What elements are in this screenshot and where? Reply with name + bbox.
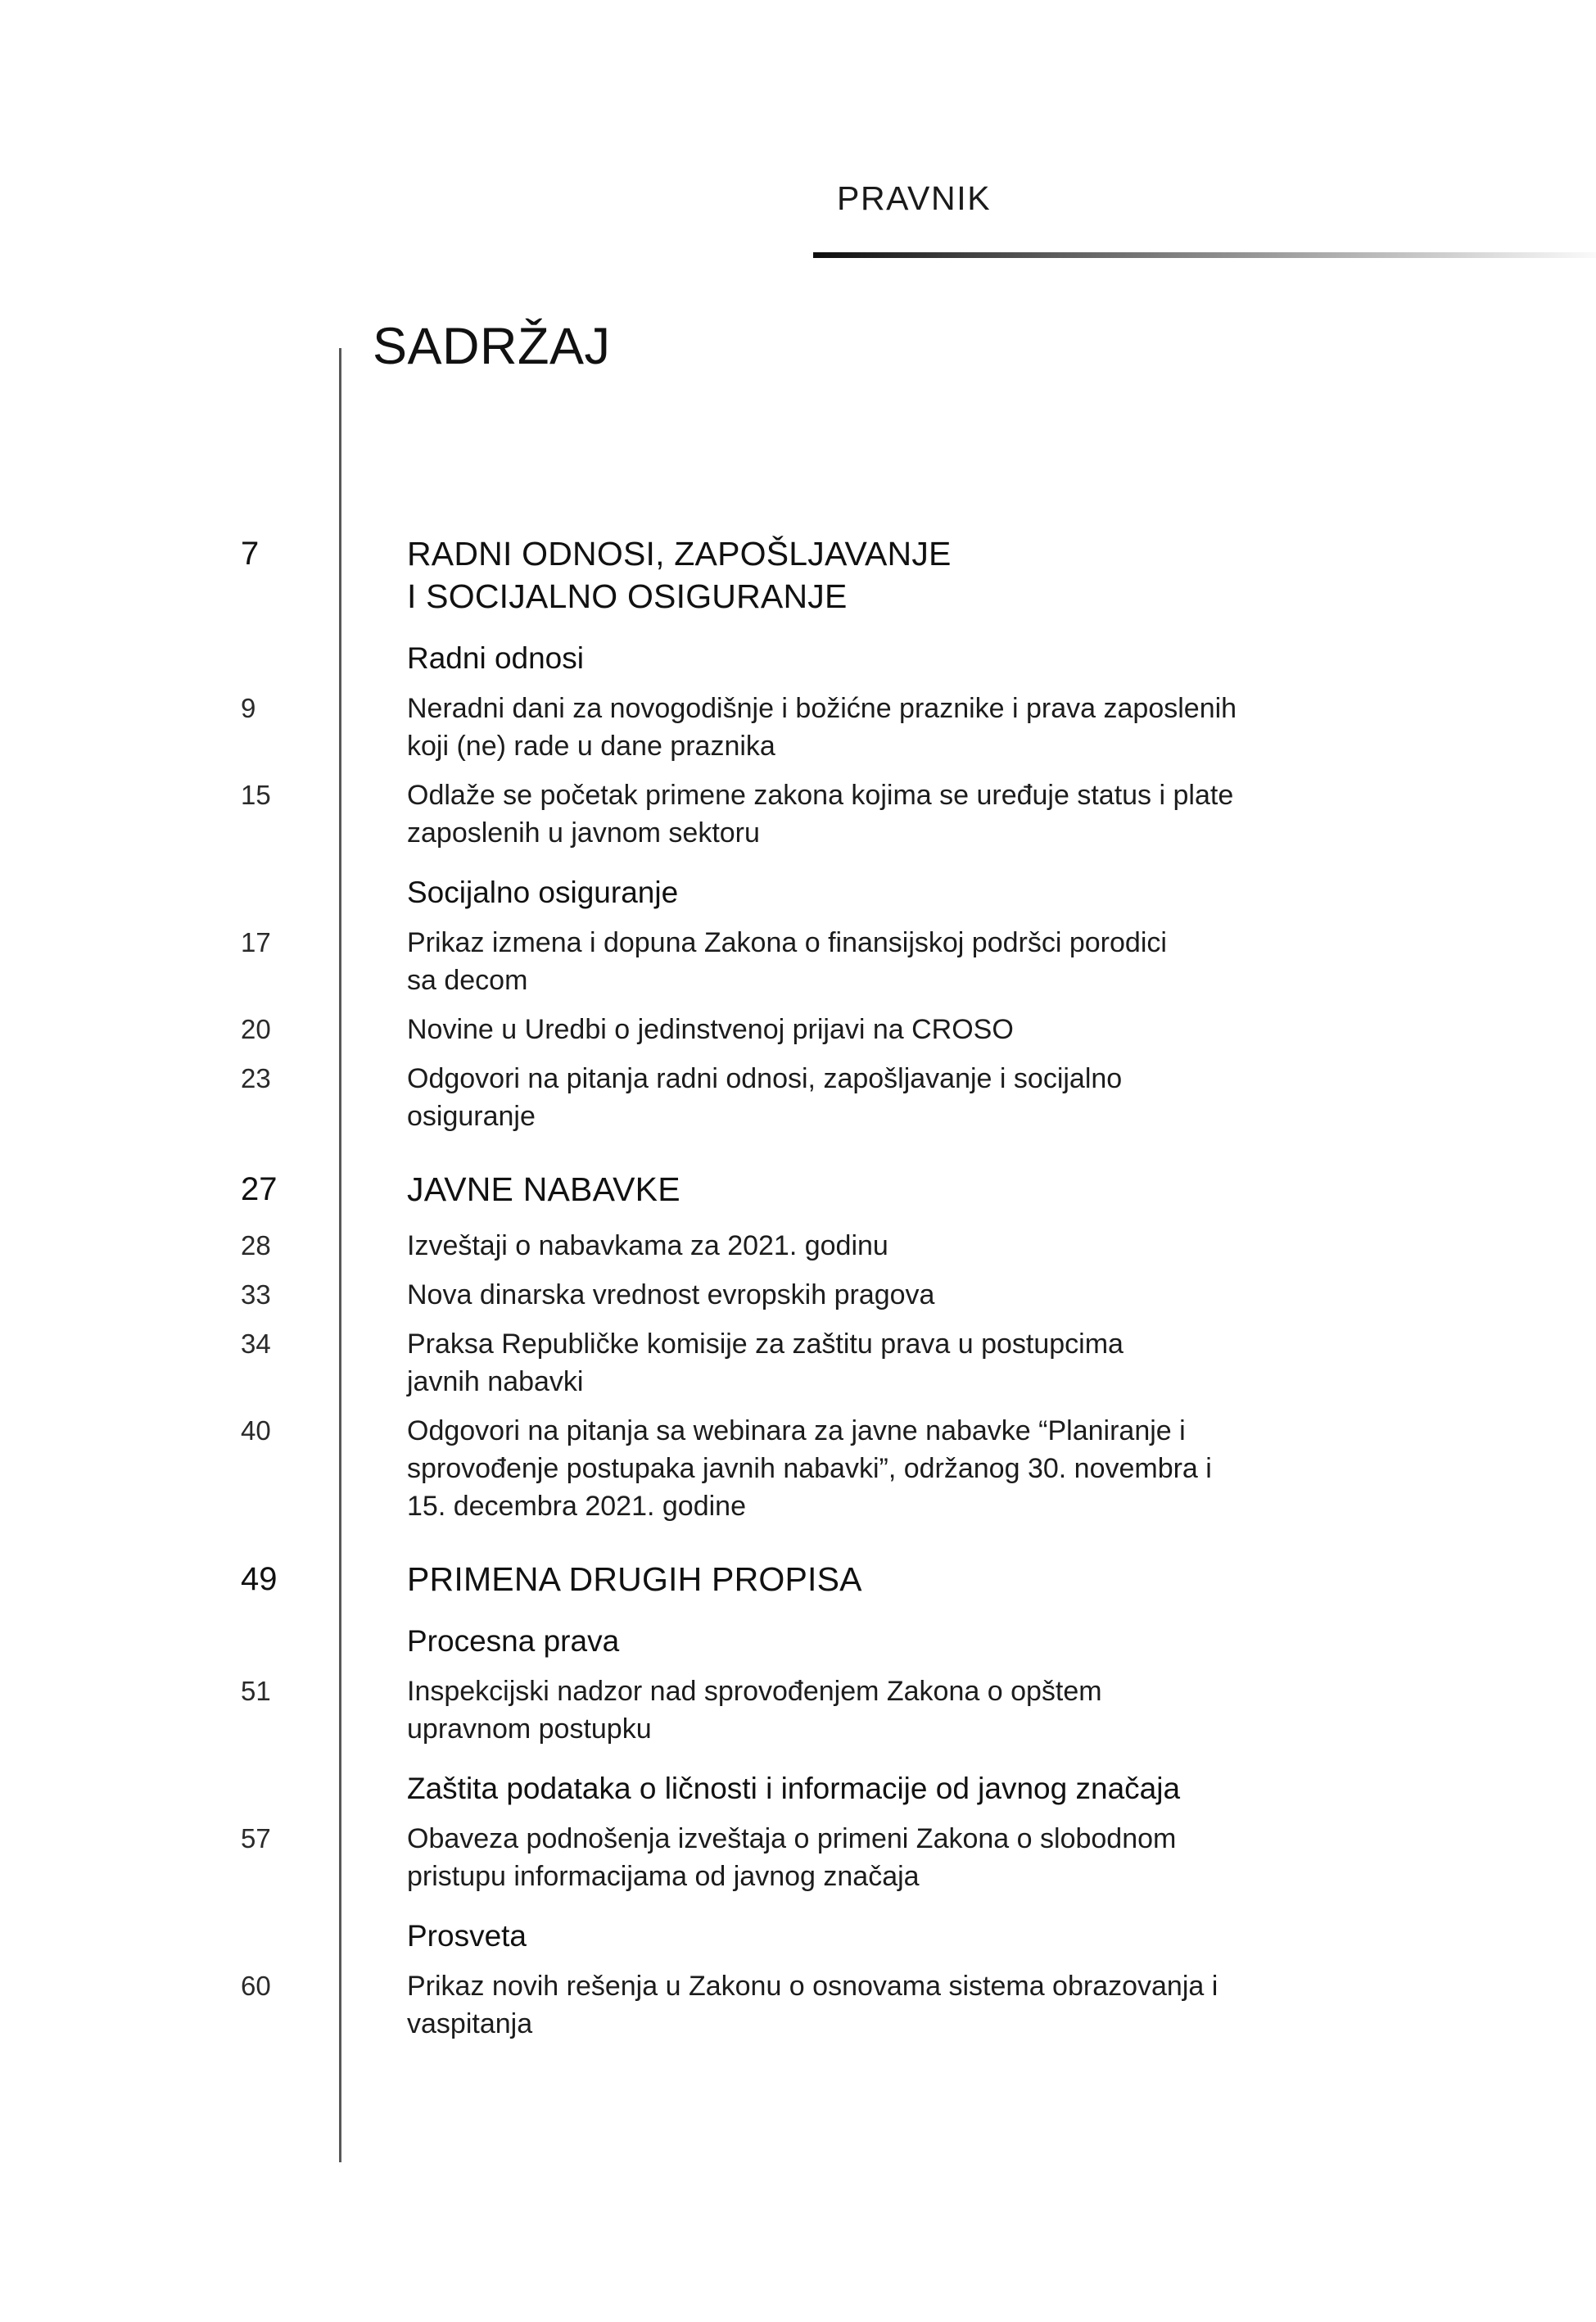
toc-entry-title-line: sprovođenje postupaka javnih nabavki”, održanog 30. novembra i (407, 1453, 1212, 1484)
toc-entry-title-line: javnih nabavki (407, 1366, 584, 1397)
toc-entry-title (407, 1060, 1435, 1135)
toc-entry-row[interactable] (0, 1227, 1596, 1265)
toc-entry-row[interactable] (0, 1412, 1596, 1525)
toc-entry-title-line: koji (ne) rade u dane praznika (407, 731, 775, 762)
toc-entry-page-number: 20 (241, 1014, 271, 1044)
toc-entry-title-line: Odlaže se početak primene zakona kojima se uređuje status i plate (407, 780, 1234, 811)
toc-entry-row[interactable] (0, 1011, 1596, 1048)
toc-entry-list (0, 532, 1596, 2043)
toc-subheading-row (0, 639, 1596, 678)
toc-entry-title (407, 1011, 1435, 1048)
toc-entry-row[interactable] (0, 1325, 1596, 1401)
toc-entry-title (407, 1325, 1435, 1401)
toc-entry-title-line: osiguranje (407, 1101, 536, 1132)
toc-entry-title (407, 1820, 1435, 1895)
toc-entry-page-number: 57 (241, 1823, 271, 1854)
toc-subheading-label: Zaštita podataka o ličnosti i informacije od javnog značaja (407, 1772, 1181, 1805)
toc-subheading-label: Procesna prava (407, 1624, 620, 1658)
toc-entry-title (407, 1227, 1435, 1265)
running-header (0, 179, 1596, 247)
toc-entry-title-line: sa decom (407, 965, 528, 996)
toc-entry-title-line: Odgovori na pitanja sa webinara za javne nabavke “Planiranje i (407, 1415, 1186, 1446)
toc-section-page-number: 49 (241, 1561, 278, 1597)
toc-entry-row[interactable] (0, 1820, 1596, 1895)
toc-section-title-line: JAVNE NABAVKE (407, 1170, 680, 1208)
toc-entry-title-line: Prikaz izmena i dopuna Zakona o finansijskoj podršci porodici (407, 927, 1167, 958)
toc-entry-title (407, 924, 1435, 999)
toc-entry-title-line: Praksa Republičke komisije za zaštitu prava u postupcima (407, 1328, 1124, 1360)
spacer (0, 1525, 1596, 1558)
spacer (0, 1211, 1596, 1215)
toc-section-title-line: I SOCIJALNO OSIGURANJE (407, 577, 848, 615)
toc-section-row[interactable] (0, 1558, 1596, 1600)
toc-section-title-line: RADNI ODNOSI, ZAPOŠLJAVANJE (407, 535, 952, 573)
toc-entry-title-line: Izveštaji o nabavkama za 2021. godinu (407, 1230, 888, 1261)
toc-entry-page-number: 23 (241, 1063, 271, 1093)
toc-entry-page-number: 17 (241, 927, 271, 957)
toc-entry-page-number: 60 (241, 1971, 271, 2001)
toc-section-title-line: PRIMENA DRUGIH PROPISA (407, 1560, 862, 1598)
toc-section-title (407, 1168, 1435, 1211)
toc-section-page-number: 27 (241, 1171, 278, 1207)
toc-entry-row[interactable] (0, 924, 1596, 999)
toc-entry-title (407, 1672, 1435, 1748)
toc-entry-page-number: 34 (241, 1328, 271, 1359)
toc-entry-title (407, 1276, 1435, 1314)
toc-entry-page-number: 9 (241, 693, 256, 723)
toc-subheading-row (0, 1917, 1596, 1956)
toc-entry-page-number: 40 (241, 1415, 271, 1446)
toc-subheading-row (0, 873, 1596, 912)
running-header-title: PRAVNIK (837, 179, 992, 217)
toc-entry-row[interactable] (0, 1967, 1596, 2043)
toc-entry-row[interactable] (0, 690, 1596, 765)
toc-entry-page-number: 15 (241, 780, 271, 810)
toc-entry-title (407, 1412, 1435, 1525)
toc-entry-title-line: zaposlenih u javnom sektoru (407, 817, 760, 849)
toc-entry-page-number: 51 (241, 1676, 271, 1706)
toc-entry-title-line: Nova dinarska vrednost evropskih pragova (407, 1279, 935, 1310)
toc-entry-title-line: vaspitanja (407, 2008, 533, 2039)
page-title: SADRŽAJ (373, 318, 611, 375)
toc-subheading-label: Socijalno osiguranje (407, 876, 679, 909)
toc-subheading-row (0, 1622, 1596, 1661)
toc-entry-title-line: Obaveza podnošenja izveštaja o primeni Zakona o slobodnom (407, 1823, 1177, 1854)
toc-subheading-row (0, 1769, 1596, 1808)
toc-entry-title-line: Prikaz novih rešenja u Zakonu o osnovama sistema obrazovanja i (407, 1971, 1218, 2002)
toc-section-page-number: 7 (241, 536, 260, 572)
toc-entry-title (407, 776, 1435, 852)
toc-entry-title-line: 15. decembra 2021. godine (407, 1491, 746, 1522)
toc-entry-title-line: pristupu informacijama od javnog značaja (407, 1861, 920, 1892)
toc-entry-title (407, 690, 1435, 765)
toc-subheading-label: Prosveta (407, 1919, 527, 1953)
toc-entry-page-number: 33 (241, 1279, 271, 1310)
toc-entry-row[interactable] (0, 1276, 1596, 1314)
toc-subheading-label: Radni odnosi (407, 641, 584, 675)
toc-entry-title-line: Novine u Uredbi o jedinstvenoj prijavi na CROSO (407, 1014, 1014, 1045)
toc-entry-title (407, 1967, 1435, 2043)
toc-entry-row[interactable] (0, 776, 1596, 852)
toc-entry-page-number: 28 (241, 1230, 271, 1261)
header-gradient-rule (813, 252, 1596, 258)
toc-entry-title-line: Odgovori na pitanja radni odnosi, zapošljavanje i socijalno (407, 1063, 1123, 1094)
toc-section-title (407, 532, 1435, 618)
toc-entry-title-line: Inspekcijski nadzor nad sprovođenjem Zakona o opštem (407, 1676, 1102, 1707)
toc-entry-title-line: upravnom postupku (407, 1713, 652, 1745)
toc-entry-title-line: Neradni dani za novogodišnje i božićne praznike i prava zaposlenih (407, 693, 1237, 724)
toc-section-title (407, 1558, 1435, 1600)
toc-section-row[interactable] (0, 532, 1596, 618)
toc-section-row[interactable] (0, 1168, 1596, 1211)
toc-entry-row[interactable] (0, 1060, 1596, 1135)
spacer (0, 1135, 1596, 1168)
toc-entry-row[interactable] (0, 1672, 1596, 1748)
